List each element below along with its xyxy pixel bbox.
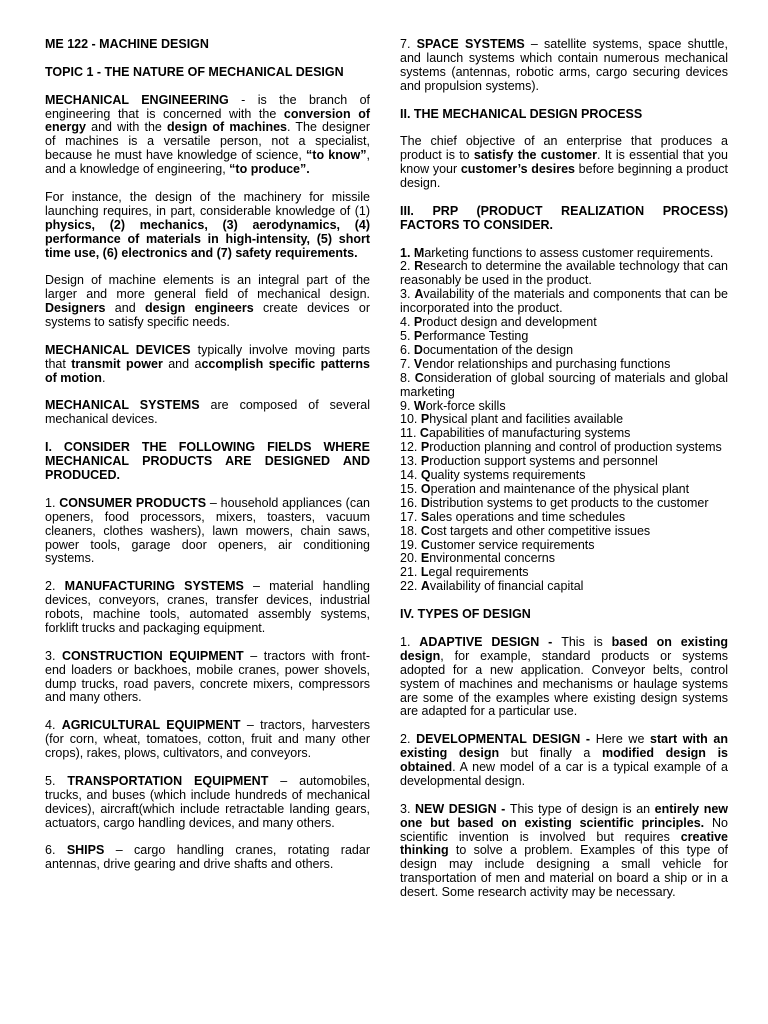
text-run: 2. [400,259,415,274]
text-run: 16. [400,495,421,510]
text-run: 17. [400,509,421,524]
text-run: 7. [400,356,414,371]
bold-text-run: physics, (2) mechanics, (3) aerodynamics, (4) performance of materials in high-intensity, (5) short time use, (6) electronics and (7) safety requirements. [45,217,370,260]
field-item [400,38,728,94]
text-run: 4. [400,315,414,330]
bold-text-run: NEW DESIGN - [414,801,510,816]
text-run: egal requirements [428,565,529,580]
bold-text-run: A [420,579,430,594]
text-run: endor relationships and purchasing functions [422,356,671,371]
bold-text-run: MECHANICAL DEVICES [45,342,191,357]
text-run: 20. [400,551,421,566]
bold-text-run: modified design is obtained [400,746,728,775]
list-item [400,330,728,344]
text-run: For instance, the design of the machinery for missile launching requires, in part, considerable knowledge of (1) [45,189,370,218]
bold-text-run: P [420,454,430,469]
bold-text-run: conversion of energy [45,106,370,135]
bold-text-run: satisfy the customer [473,148,597,163]
text-run: 3. [45,648,63,663]
text-run: onsideration of global sourcing of materials and global marketing [400,370,728,399]
field-item [45,844,370,872]
text-run: and with the [86,120,167,135]
text-run: . The designer of machines is a versatile person, not a specialist, because he must have knowledge of science, [45,120,370,163]
text-run: are composed of several mechanical devices. [45,398,370,427]
bold-text-run: based on existing design [400,634,728,663]
text-run: vailability of the materials and components that can be incorporated into the product. [400,287,728,316]
list-item [400,413,728,427]
bold-text-run: entirely new one but based on existing scientific principles. [400,801,729,830]
bold-text-run: C [419,426,429,441]
bold-text-run: P [413,315,423,330]
bold-text-run: ADAPTIVE DESIGN - [419,634,562,649]
text-run: . [101,370,106,385]
text-run: 3. [400,801,415,816]
section-1-heading: I. CONSIDER THE FOLLOWING FIELDS WHERE MECHANICAL PRODUCTS ARE DESIGNED AND PRODUCED. [45,440,370,482]
bold-text-run: customer’s desires [460,162,575,177]
paragraph-mechanical-engineering [45,94,370,177]
bold-text-run: P [420,440,430,455]
design-type-item [400,733,728,789]
bold-text-run: design of machines [166,120,287,135]
section-3-heading: III. PRP (PRODUCT REALIZATION PROCESS) FACTORS TO CONSIDER. [400,203,728,232]
text-run: 7. [400,37,417,51]
list-item [400,566,728,580]
text-run: nvironmental concerns [429,551,555,566]
text-run: 18. [400,523,421,538]
text-run: apabilities of manufacturing systems [428,426,631,441]
bold-text-run: R [414,259,424,274]
text-run: 5. [45,773,68,788]
bold-text-run: design engineers [145,301,254,316]
text-run: esearch to determine the available technology that can reasonably be used in the product. [400,259,728,288]
bold-text-run: creative thinking [400,829,728,858]
field-item [45,650,370,706]
list-item [400,441,728,455]
text-run: 2. [400,732,417,747]
list-item [400,260,728,288]
course-title: ME 122 - MACHINE DESIGN [45,37,209,51]
bold-text-run: S [420,509,430,524]
text-run: This is [561,634,612,649]
section-2-heading: II. THE MECHANICAL DESIGN PROCESS [400,106,643,121]
list-item [400,580,728,594]
left-column [45,38,370,1024]
list-item [400,525,728,539]
bold-text-run: start with an existing design [400,732,728,761]
bold-text-run: CONSUMER PRODUCTS [59,495,207,510]
text-run: – tractors, harvesters (for corn, wheat, tomatoes, cotton, fruit and many other crops), rakes, plows, cultivators, and conveyors. [45,718,370,761]
text-run: roduction support systems and personnel [429,454,658,469]
paragraph-mechanical-devices [45,344,370,386]
text-run: 13. [400,454,421,469]
text-run: - is the branch of engineering that is concerned with the [45,92,371,121]
text-run: 19. [400,537,421,552]
list-item [400,552,728,566]
text-run: 9. [400,398,414,413]
field-item [45,497,370,567]
text-run: Design of machine elements is an integral part of the larger and more general field of mechanical design. [45,273,370,302]
list-item [400,511,728,525]
text-run: ork-force skills [425,398,506,413]
bold-text-run: C [420,537,430,552]
text-run: – satellite systems, space shuttle, and launch systems which contain numerous mechanical systems (antennas, robotic arms, cargo securing devices and propulsion systems). [400,37,728,93]
text-run: 15. [400,481,421,496]
topic-title: TOPIC 1 - THE NATURE OF MECHANICAL DESIGN [45,64,344,79]
bold-text-run: SPACE SYSTEMS [416,37,525,51]
list-item [400,539,728,553]
bold-text-run: DEVELOPMENTAL DESIGN - [416,732,596,747]
text-run: . A new model of a car is a typical example of a developmental design. [400,760,728,788]
text-run: – cargo handling cranes, rotating radar antennas, drive gearing and drive shafts and others. [45,843,370,872]
bold-text-run: 1. M [400,245,425,260]
list-item [400,372,728,400]
text-run: The chief objective of an enterprise that produces a product is to [400,134,728,163]
bold-text-run: O [420,481,431,496]
text-run: arketing functions to assess customer requirements. [424,245,714,260]
text-run: istribution systems to get products to the customer [429,495,709,510]
text-run: 14. [400,468,421,483]
list-item [400,288,728,316]
bold-text-run: transmit power [71,356,163,371]
text-run: 10. [400,412,421,427]
design-type-item [400,636,728,719]
bold-text-run: C [414,370,424,385]
bold-text-run: SHIPS [66,843,105,858]
text-run: 12. [400,440,421,455]
text-run: 11. [400,426,420,441]
bold-text-run: P [413,328,423,343]
bold-text-run: TRANSPORTATION EQUIPMENT [67,773,269,788]
text-run: hysical plant and facilities available [429,412,624,427]
bold-text-run: E [420,551,430,566]
text-run: roduction planning and control of production systems [429,440,722,455]
bold-text-run: D [413,342,423,357]
bold-text-run: V [413,356,423,371]
prp-factor-list [400,247,728,595]
bold-text-run: MECHANICAL SYSTEMS [45,398,200,413]
text-run: – automobiles, trucks, and buses (which include hundreds of mechanical devices), aircraft(which include retractable landing gears, actuators, cargo handling devices, and many others. [45,773,370,830]
bold-text-run: MECHANICAL ENGINEERING [45,92,229,107]
bold-text-run: D [420,495,430,510]
text-run: 22. [400,579,421,594]
right-column [400,38,728,1024]
field-item [45,580,370,636]
field-item [45,719,370,761]
bold-text-run: Designers [45,301,106,316]
text-run: ustomer service requirements [429,537,595,552]
list-item [400,358,728,372]
bold-text-run: ccomplish specific patterns of motion [45,356,370,385]
paragraph-missile-example [45,191,370,261]
bold-text-run: “to know” [306,148,367,163]
bold-text-run: “to produce”. [229,162,310,177]
text-run: 8. [400,370,415,385]
paragraph-mechanical-systems [45,399,370,427]
list-item [400,497,728,511]
text-run: This type of design is an [509,801,655,816]
text-run: erformance Testing [422,328,529,343]
text-run: – material handling devices, conveyors, cranes, transfer devices, industrial robots, machine tools, automated assembly systems, forklift trucks and packaging equipment. [45,579,370,635]
text-run: ales operations and time schedules [429,509,626,524]
text-run: before beginning a product design. [400,162,728,191]
text-run: 2. [45,579,65,594]
list-item [400,483,728,497]
list-item [400,400,728,414]
text-run: but finally a [499,746,602,761]
bold-text-run: P [420,412,430,427]
bold-text-run: CONSTRUCTION EQUIPMENT [62,648,244,663]
bold-text-run: A [414,287,424,302]
bold-text-run: W [413,398,426,413]
text-run: and a [162,356,202,371]
text-run: 6. [45,843,67,858]
text-run: Here we [595,732,651,747]
list-item [400,455,728,469]
text-run: 1. [45,495,60,510]
text-run: peration and maintenance of the physical plant [430,481,690,496]
text-run: 21. [400,565,421,580]
text-run: . It is essential that you know your [400,148,728,177]
text-run: vailability of financial capital [429,579,584,594]
field-item [45,775,370,831]
text-run: – household appliances (can openers, food processors, mixers, toasters, vacuum cleaners, clothes washers), lawn mowers, chain saws, power tools, garage door openers, air conditioning systems. [45,495,370,566]
bold-text-run: C [420,523,430,538]
text-run: , for example, standard products or systems adopted for a new application. Conveyor belts, control system of machines and mechanisms or haulage systems are some of the examples where existing design systems are adapted for a particular use. [400,648,728,719]
bold-text-run: L [420,565,429,580]
paragraph-machine-elements [45,274,370,330]
text-run: uality systems requirements [430,468,586,483]
text-run: and [105,301,146,316]
text-run: ocumentation of the design [422,342,574,357]
text-run: No scientific invention is involved but requires [400,815,728,844]
text-run: 5. [400,328,414,343]
text-run: 3. [400,287,415,302]
text-run: 6. [400,342,414,357]
text-run: to solve a problem. Examples of this type of design may include designing a small vehicle for transportation of men and material on board a ship or in a desert. Some research activity may be necessary. [400,843,728,900]
list-item [400,344,728,358]
list-item [400,247,728,261]
bold-text-run: AGRICULTURAL EQUIPMENT [61,718,241,733]
text-run: create devices or systems to satisfy specific needs. [45,301,370,330]
text-run: – tractors with front-end loaders or backhoes, mobile cranes, power shovels, dump trucks, road pavers, concrete mixers, compressors and many others. [45,648,370,705]
text-run: roduct design and development [422,315,597,330]
list-item [400,427,728,441]
list-item [400,469,728,483]
text-run: ost targets and other competitive issues [429,523,651,538]
section-4-heading: IV. TYPES OF DESIGN [400,607,531,622]
text-run: 4. [45,718,62,733]
bold-text-run: MANUFACTURING SYSTEMS [64,579,244,594]
paragraph-design-process [400,135,728,191]
design-type-item [400,803,728,900]
bold-text-run: Q [420,468,431,483]
text-run: typically involve moving parts that [45,342,370,371]
text-run: 1. [400,634,420,649]
list-item [400,316,728,330]
text-run: , and a knowledge of engineering, [45,148,370,177]
